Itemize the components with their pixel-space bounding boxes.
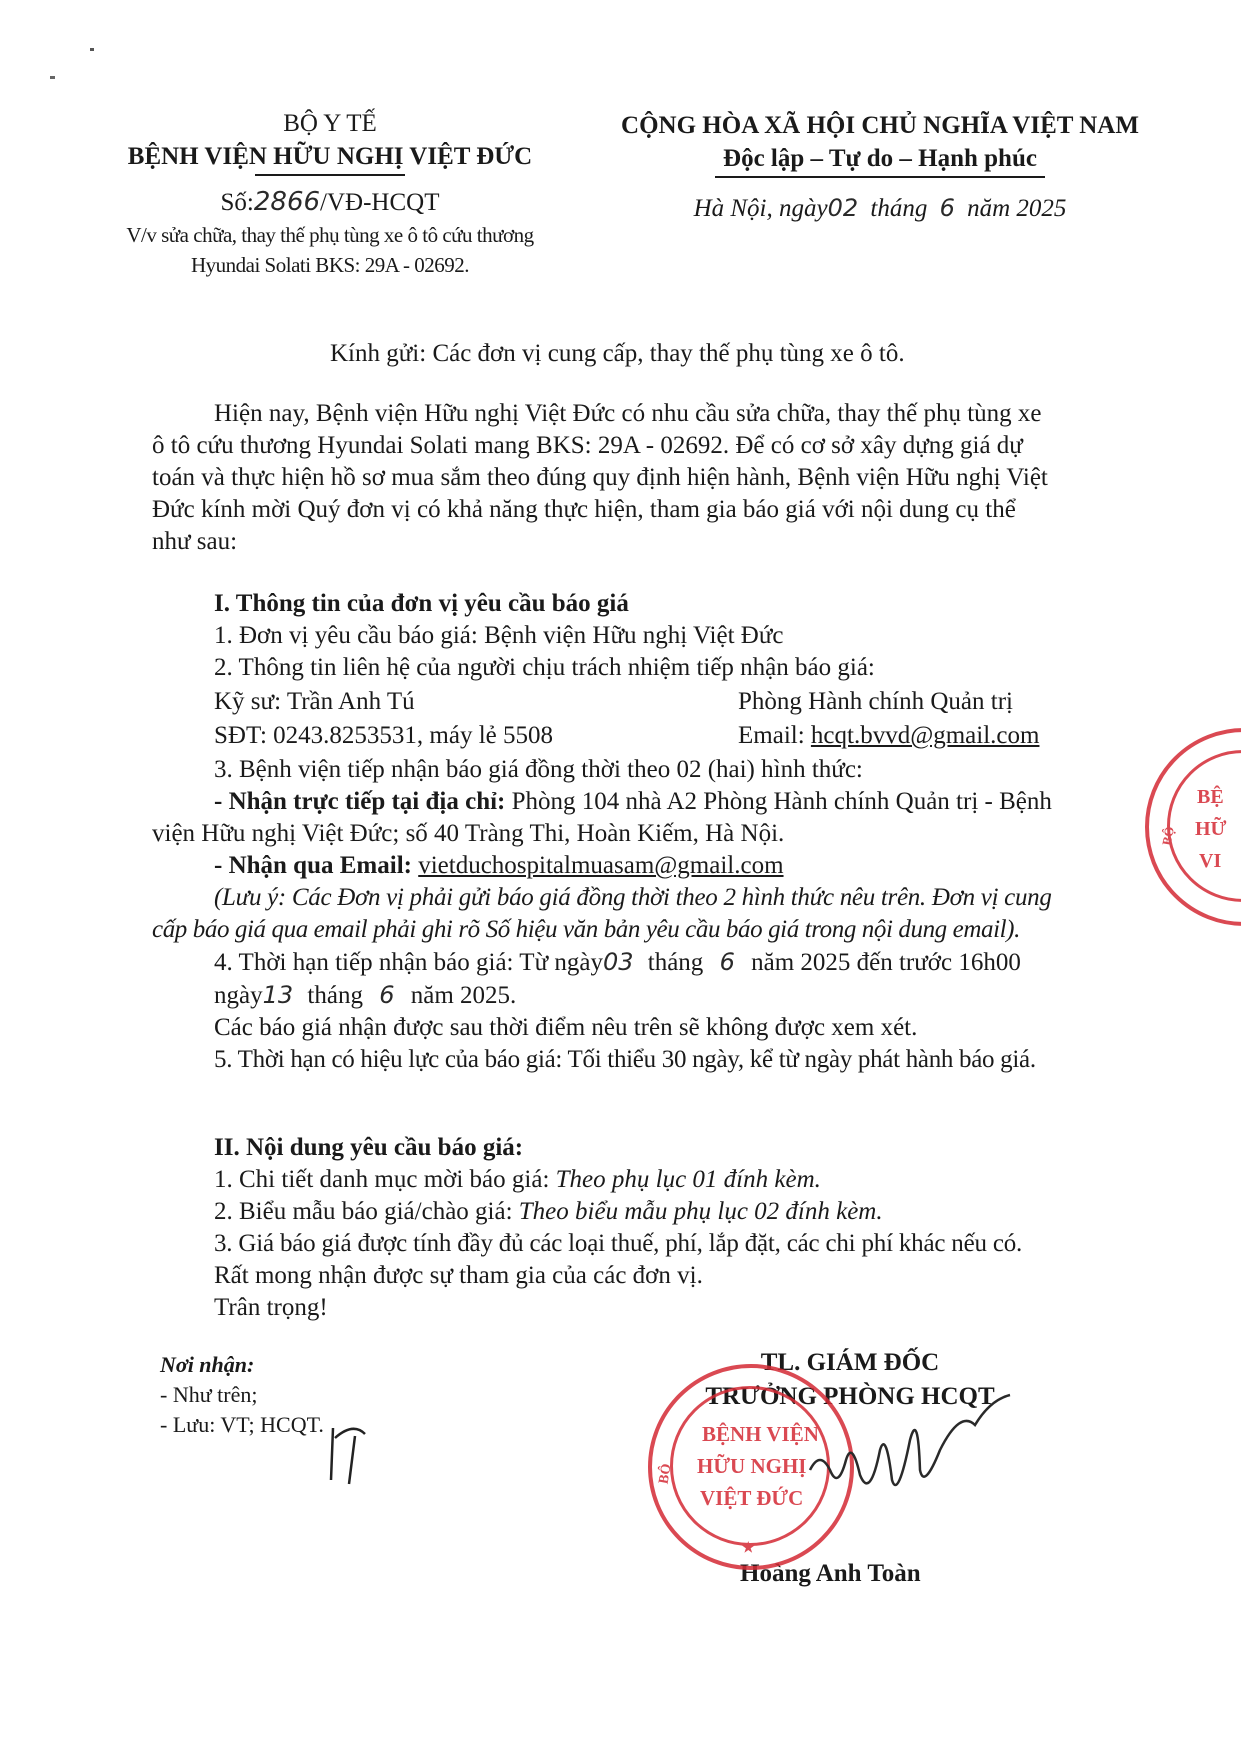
contact-email-link[interactable]: hcqt.bvvd@gmail.com (810, 722, 1040, 749)
contact-row-1 (152, 684, 1112, 720)
document-number (120, 182, 540, 223)
item4-month-handwritten: 6 (719, 948, 735, 976)
partial-seal-side-text: BỘ (1158, 825, 1177, 847)
doc-no-suffix: /VĐ-HCQT (320, 189, 440, 216)
note-line-1: (Lưu ý: Các Đơn vị phải gửi báo giá đồng thời theo 2 hình thức nêu trên. Đơn vị cung (214, 884, 1052, 911)
email-submission-link[interactable]: vietduchospitalmuasam@gmail.com (418, 852, 784, 879)
seal-star-icon: ★ (742, 1541, 755, 1556)
signature-title-2: TRƯỞNG PHÒNG HCQT (705, 1383, 995, 1410)
intro-line: toán và thực hiện hồ sơ mua sắm theo đúng quy định hiện hành, Bệnh viện Hữu nghị Việt (152, 464, 1048, 491)
scan-speck (50, 76, 55, 79)
signature-title-1: TL. GIÁM ĐỐC (760, 1349, 940, 1376)
country-name: CỘNG HÒA XÃ HỘI CHỦ NGHĨA VIỆT NAM (621, 112, 1139, 139)
note-line-2: cấp báo giá qua email phải ghi rõ Số hiệu văn bản yêu cầu báo giá trong nội dung email). (152, 916, 1020, 943)
section-1-item-4 (152, 946, 1112, 979)
header-right (590, 110, 1170, 229)
partial-seal (1145, 728, 1241, 926)
recipients (160, 1350, 324, 1440)
section-1-item-2: 2. Thông tin liên hệ của người chịu trách nhiệm tiếp nhận báo giá: (214, 654, 875, 681)
motto-underline (715, 176, 1045, 178)
contact-email-label: Email: (738, 722, 811, 749)
date-year: năm 2025 (967, 195, 1067, 222)
seal-text-line-1: BỆNH VIỆN (702, 1422, 819, 1446)
direct-address-text: Phòng 104 nhà A2 Phòng Hành chính Quản trị - Bệnh (505, 788, 1052, 815)
section-2-item-2-value: Theo biểu mẫu phụ lục 02 đính kèm. (518, 1198, 883, 1225)
section-1-item-5: 5. Thời hạn có hiệu lực của báo giá: Tối thiểu 30 ngày, kể từ ngày phát hành báo giá. (214, 1046, 1036, 1073)
email-submission-label: - Nhận qua Email: (214, 852, 412, 879)
date-city: Hà Nội, ngày (693, 195, 828, 222)
contact-department: Phòng Hành chính Quản trị (738, 688, 1013, 715)
section-2-item-2-label: 2. Biểu mẫu báo giá/chào giá: (214, 1198, 519, 1225)
section-1-item-1: 1. Đơn vị yêu cầu báo giá: Bệnh viện Hữu nghị Việt Đức (214, 622, 784, 649)
doc-no-handwritten: 2866 (253, 187, 321, 217)
email-submission-line (152, 850, 1112, 882)
signature-scribble (800, 1390, 1040, 1520)
late-note: Các báo giá nhận được sau thời điểm nêu trên sẽ không được xem xét. (214, 1014, 918, 1041)
partial-seal-text-3: VI (1199, 850, 1222, 872)
subject-line-1: V/v sửa chữa, thay thế phụ tùng xe ô tô cứu thương (126, 223, 534, 247)
recipients-title: Nơi nhận: (160, 1352, 255, 1377)
direct-address-line-2: viện Hữu nghị Việt Đức; số 40 Tràng Thi, Hoàn Kiếm, Hà Nội. (152, 820, 785, 847)
hospital-name: BỆNH VIỆN HỮU NGHỊ VIỆT ĐỨC (127, 143, 533, 170)
date-month-handwritten: 6 (939, 194, 955, 222)
seal-side-text: BỘ (656, 1462, 675, 1486)
date-day-handwritten: 02 (827, 194, 859, 222)
header-left (120, 108, 540, 223)
item4-text-b: tháng (647, 949, 704, 976)
greeting: Kính gửi: Các đơn vị cung cấp, thay thế phụ tùng xe ô tô. (330, 340, 905, 367)
section-2-item-1-value: Theo phụ lục 01 đính kèm. (555, 1166, 821, 1193)
section-2-item-2 (152, 1196, 1112, 1228)
ministry-name: BỘ Y TẾ (283, 110, 377, 137)
partial-seal-text-2: HỮ (1195, 818, 1227, 840)
initials-scribble (325, 1418, 375, 1488)
intro-paragraph (152, 398, 1112, 558)
item4-text-d: ngày (214, 982, 263, 1009)
closing-line-2: Trân trọng! (214, 1294, 328, 1321)
section-1 (152, 588, 1112, 1076)
section-2-title: II. Nội dung yêu cầu báo giá: (214, 1134, 524, 1161)
contact-name: Kỹ sư: Trần Anh Tú (214, 688, 415, 715)
intro-line: Đức kính mời Quý đơn vị có khả năng thực hiện, tham gia báo giá với nội dung cụ thể (152, 496, 1016, 523)
scan-speck (90, 48, 94, 51)
item4-month2-handwritten: 6 (379, 981, 395, 1009)
contact-row-2 (152, 720, 1112, 754)
intro-line: như sau: (152, 528, 238, 555)
contact-email-field (738, 720, 1039, 752)
recipient-line: - Lưu: VT; HCQT. (160, 1412, 324, 1437)
item4-text-c: năm 2025 đến trước 16h00 (751, 949, 1021, 976)
item4-text-a: 4. Thời hạn tiếp nhận báo giá: Từ ngày (214, 949, 603, 976)
date-month-word: tháng (870, 195, 928, 222)
intro-line: ô tô cứu thương Hyundai Solati mang BKS: 29A - 02692. Để có cơ sở xây dựng giá dự (152, 432, 1023, 459)
intro-line: Hiện nay, Bệnh viện Hữu nghị Việt Đức có nhu cầu sửa chữa, thay thế phụ tùng xe (214, 400, 1042, 427)
section-2-item-1-label: 1. Chi tiết danh mục mời báo giá: (214, 1166, 556, 1193)
section-2-item-1 (152, 1164, 1112, 1196)
section-2-item-3: 3. Giá báo giá được tính đầy đủ các loại thuế, phí, lắp đặt, các chi phí khác nếu có. (214, 1230, 1023, 1257)
seal-text-line-3: VIỆT ĐỨC (700, 1486, 804, 1510)
signer-name: Hoàng Anh Toàn (740, 1560, 921, 1587)
contact-phone: SĐT: 0243.8253531, máy lẻ 5508 (214, 722, 554, 749)
item4-day2-handwritten: 13 (262, 981, 294, 1009)
partial-seal-text-1: BỆ (1197, 786, 1224, 808)
section-1-item-4-cont (152, 979, 1112, 1012)
seal-text-line-2: HỮU NGHỊ (697, 1454, 807, 1478)
section-2 (152, 1132, 1112, 1324)
subject-line-2: Hyundai Solati BKS: 29A - 02692. (190, 253, 469, 277)
subject (100, 220, 560, 280)
recipient-line: - Như trên; (160, 1382, 258, 1407)
section-1-item-3: 3. Bệnh viện tiếp nhận báo giá đồng thời theo 02 (hai) hình thức: (214, 756, 863, 783)
issue-date (590, 188, 1170, 229)
item4-text-f: năm 2025. (410, 982, 517, 1009)
direct-address-line-1 (152, 786, 1112, 818)
direct-address-label: - Nhận trực tiếp tại địa chỉ: (214, 788, 506, 815)
closing-line-1: Rất mong nhận được sự tham gia của các đơn vị. (214, 1262, 703, 1289)
item4-day-handwritten: 03 (602, 948, 634, 976)
doc-no-prefix: Số: (220, 189, 254, 216)
hospital-underline (255, 174, 405, 176)
item4-text-e: tháng (307, 982, 363, 1009)
motto: Độc lập – Tự do – Hạnh phúc (723, 145, 1037, 172)
section-1-title: I. Thông tin của đơn vị yêu cầu báo giá (214, 590, 629, 617)
